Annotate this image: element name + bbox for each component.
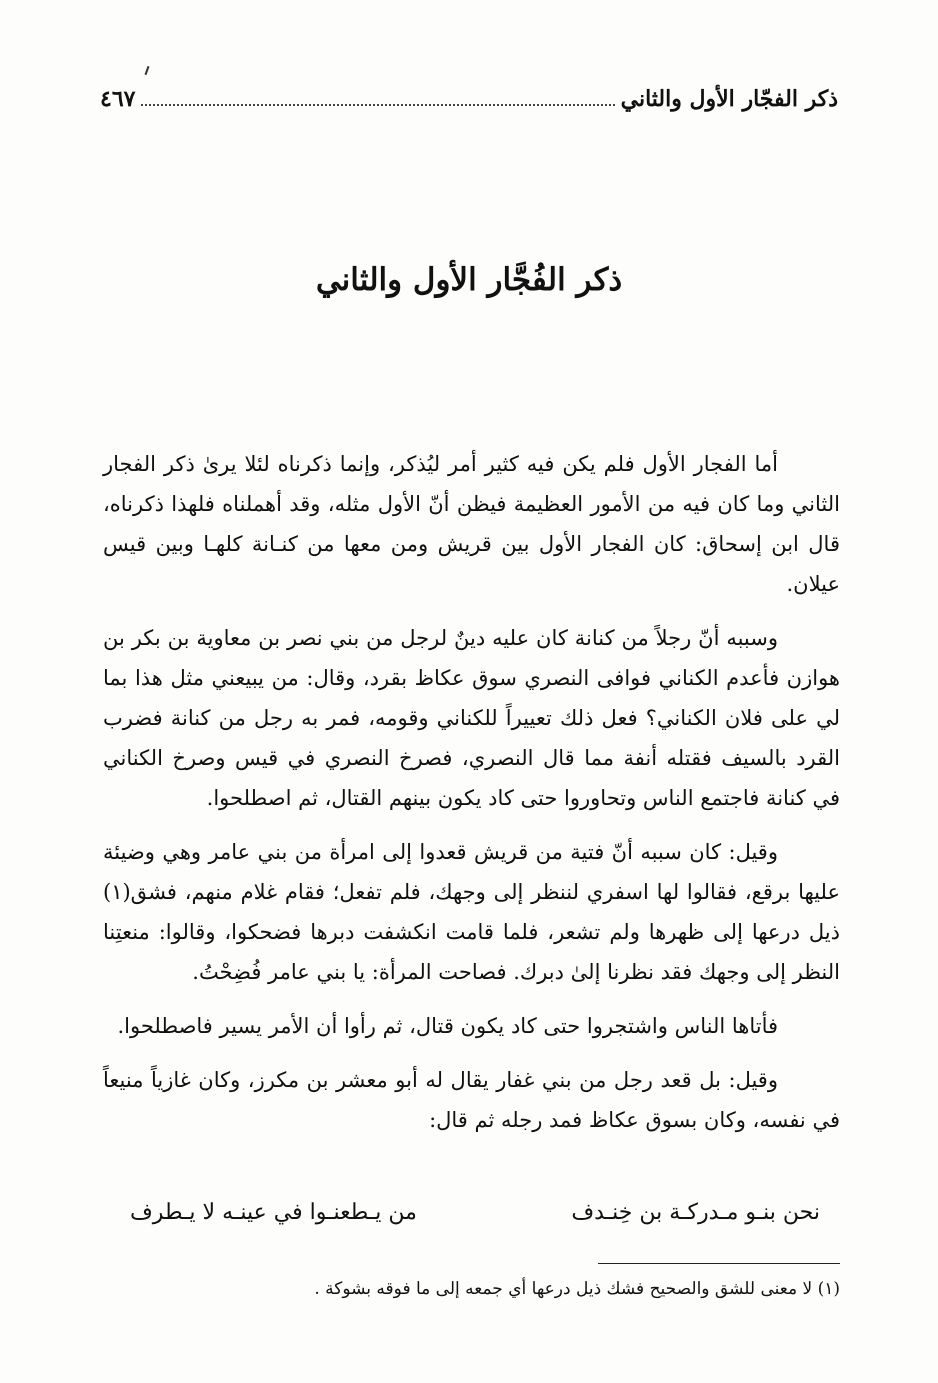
verse-first-hemistich: نحن بنـو مـدركـة بن خِنـدف [571, 1200, 820, 1225]
verse-second-hemistich: من يـطعنـوا في عينـه لا يـطرف [130, 1200, 417, 1225]
header-dotted-leader [141, 88, 614, 106]
paragraph-4: فأتاها الناس واشتجروا حتى كاد يكون قتال، ثم رأوا أن الأمر يسير فاصطلحوا. [117, 1014, 778, 1038]
running-header-title: ذكر الفجّار الأول والثاني [620, 86, 838, 112]
poetry-verse [130, 1200, 820, 1225]
paragraph-2: وسببه أنّ رجلاً من كنانة كان عليه دينٌ لرجل من بني نصر بن معاوية بن بكر بن هوازن فأعدم الكناني فوافى النصري سوق عكاظ بقرد، وقال: من يبيعني مثل هذا بما لي على فلان الكناني؟ فعل ذلك تعييراً للكناني وقومه، فمر به رجل من كنانة فضرب القرد بالسيف فقتله أنفة مما قال النصري، فصرخ النصري في قيس وصرخ الكناني في كنانة فاجتمع الناس وتحاوروا حتى كاد يكون بينهم القتال، ثم اصطلحوا. [103, 626, 840, 810]
running-header [100, 86, 838, 126]
scan-mark [145, 66, 150, 75]
body-text [103, 444, 840, 1154]
page-number: ٤٦٧ [100, 86, 136, 112]
footnote-divider [598, 1263, 840, 1264]
paragraph-5: وقيل: بل قعد رجل من بني غفار يقال له أبو معشر بن مكرز، وكان غازياً منيعاً في نفسه، وكان بسوق عكاظ فمد رجله ثم قال: [103, 1068, 840, 1132]
chapter-title: ذكر الفُجَّار الأول والثاني [315, 262, 623, 298]
footnote: (١) لا معنى للشق والصحيح فشك ذيل درعها أي جمعه إلى ما فوقه بشوكة . [314, 1279, 840, 1299]
paragraph-3: وقيل: كان سببه أنّ فتية من قريش قعدوا إلى امرأة من بني عامر وهي وضيئة عليها برقع، فقالوا لها اسفري لننظر إلى وجهك، فلم تفعل؛ فقام غلام منهم، فشق(١) ذيل درعها إلى ظهرها ولم تشعر، فلما قامت انكشفت دبرها فضحكوا، وقالوا: منعتِنا النظر إلى وجهك فقد نظرنا إلىٰ دبرك. فصاحت المرأة: يا بني عامر فُضِحْتُ. [103, 840, 840, 984]
paragraph-1: أما الفجار الأول فلم يكن فيه كثير أمر ليُذكر، وإنما ذكرناه لئلا يرىٰ ذكر الفجار الثاني وما كان فيه من الأمور العظيمة فيظن أنّ الأول مثله، وقد أهملناه فلهذا ذكرناه، قال ابن إسحاق: كان الفجار الأول بين قريش ومن معها من كنـانة كلهـا وبين قيس عيلان. [103, 452, 840, 596]
